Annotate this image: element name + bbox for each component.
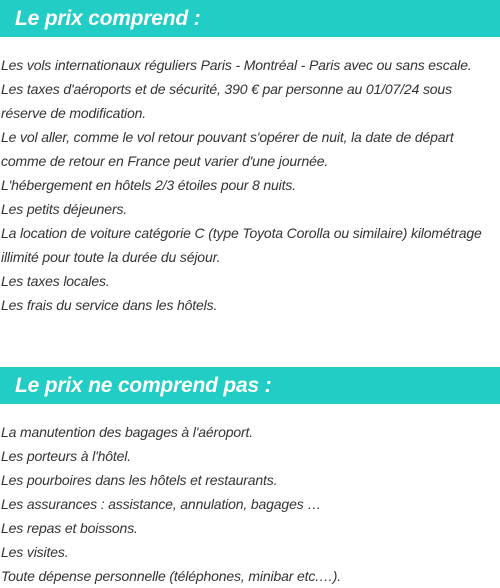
list-item: Les taxes d'aéroports et de sécurité, 390 € par personne au 01/07/24 sous réserve de modification. bbox=[1, 81, 452, 121]
list-item: Les repas et boissons. bbox=[1, 520, 138, 536]
list-item: Les frais du service dans les hôtels. bbox=[1, 297, 218, 313]
list-item: La manutention des bagages à l'aéroport. bbox=[1, 424, 253, 440]
list-item: La location de voiture catégorie C (type Toyota Corolla ou similaire) kilométrage illimité pour toute la durée du séjour. bbox=[1, 225, 482, 265]
list-item: L'hébergement en hôtels 2/3 étoiles pour 8 nuits. bbox=[1, 177, 296, 193]
list-item: Toute dépense personnelle (téléphones, minibar etc.…). bbox=[1, 568, 342, 584]
section-header-price-excludes bbox=[0, 367, 500, 404]
section-header-price-includes bbox=[0, 0, 500, 37]
section-title-price-excludes: Le prix ne comprend pas : bbox=[15, 373, 272, 397]
list-item: Le vol aller, comme le vol retour pouvant s'opérer de nuit, la date de départ comme de retour en France peut varier d'une journée. bbox=[1, 129, 454, 169]
list-item: Les pourboires dans les hôtels et restaurants. bbox=[1, 472, 278, 488]
list-item: Les taxes locales. bbox=[1, 273, 110, 289]
list-item: Les assurances : assistance, annulation, bagages … bbox=[1, 496, 322, 512]
list-item: Les visites. bbox=[1, 544, 69, 560]
list-item: Les vols internationaux réguliers Paris - Montréal - Paris avec ou sans escale. bbox=[1, 57, 472, 73]
list-item: Les petits déjeuners. bbox=[1, 201, 128, 217]
list-item: Les porteurs à l'hôtel. bbox=[1, 448, 131, 464]
section-title-price-includes: Le prix comprend : bbox=[15, 6, 201, 30]
price-includes-list bbox=[0, 53, 500, 317]
price-excludes-list bbox=[0, 420, 500, 588]
